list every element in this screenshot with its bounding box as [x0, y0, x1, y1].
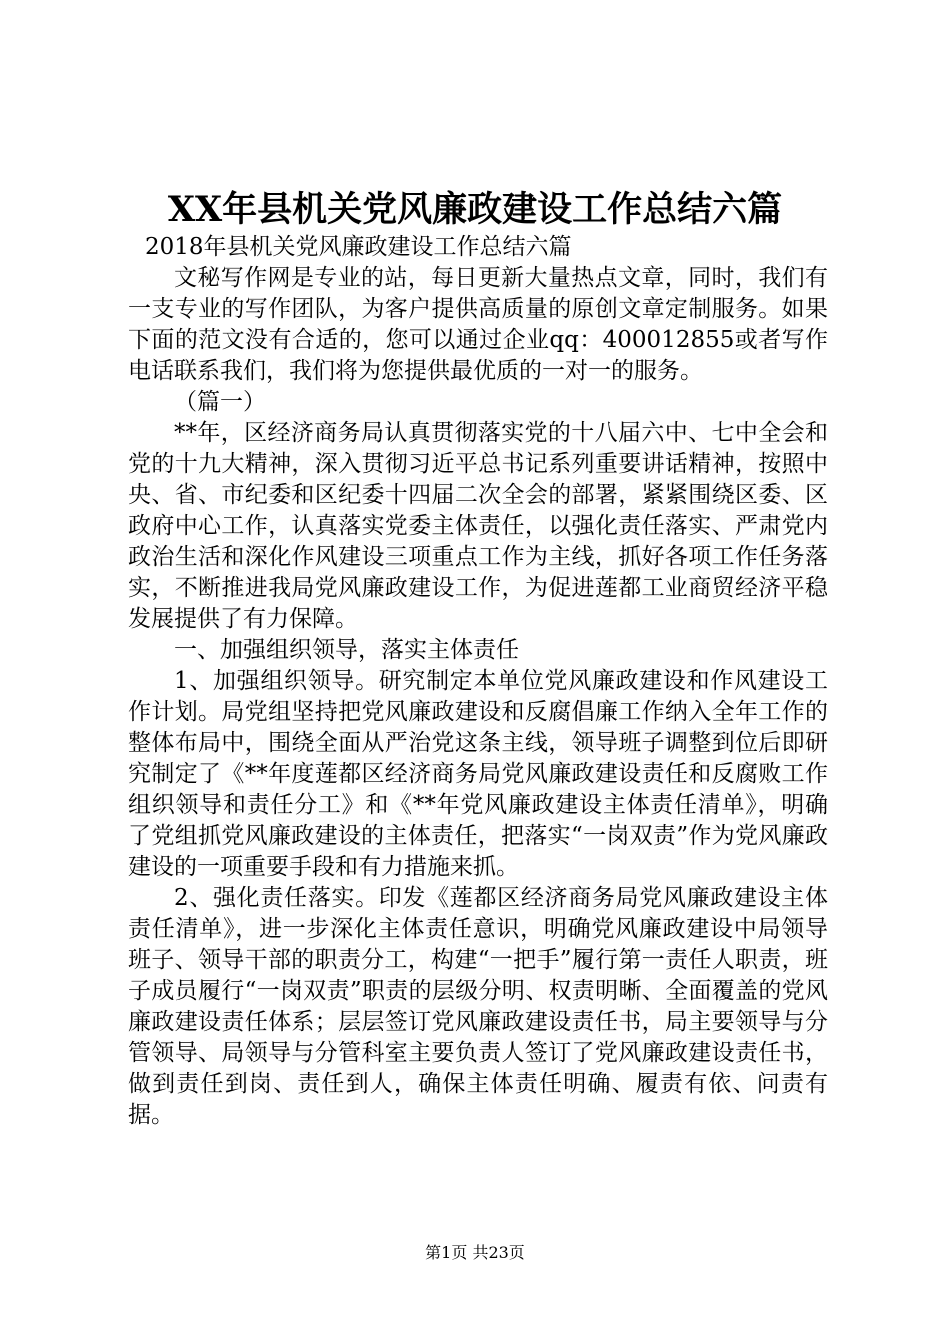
section-label-part-one: （篇一）	[174, 389, 266, 415]
body-paragraph: 1、加强组织领导。研究制定本单位党风廉政建设和作风建设工作计划。局党组坚持把党风廉政建设和反腐倡廉工作纳入全年工作的整体布局中，围绕全面从严治党这条主线，领导班子调整到位后即研究制定了《**年度莲都区经济商务局党风廉政建设责任和反腐败工作组织领导和责任分工》和《**年党风廉政建设主体责任清单》，明确了党组抓党风廉政建设的主体责任，把落实“一岗双责”作为党风廉政建设的一项重要手段和有力措施来抓。	[128, 668, 828, 880]
document-subtitle: 2018年县机关党风廉政建设工作总结六篇	[145, 234, 572, 260]
intro-paragraph: 文秘写作网是专业的站，每日更新大量热点文章，同时，我们有一支专业的写作团队，为客户提供高质量的原创文章定制服务。如果下面的范文没有合适的，您可以通过企业qq：400012855或者写作电话联系我们，我们将为您提供最优质的一对一的服务。	[128, 265, 828, 384]
body-paragraph: 2、强化责任落实。印发《莲都区经济商务局党风廉政建设主体责任清单》，进一步深化主体责任意识，明确党风廉政建设中局领导班子、领导干部的职责分工，构建“一把手”履行第一责任人职责，班子成员履行“一岗双责”职责的层级分明、权责明晰、全面覆盖的党风廉政建设责任体系；层层签订党风廉政建设责任书，局主要领导与分管领导、局领导与分管科室主要负责人签订了党风廉政建设责任书，做到责任到岗、责任到人，确保主体责任明确、履责有依、问责有据。	[128, 885, 828, 1128]
document-body	[128, 232, 828, 1131]
page-number-footer: 第1页 共23页	[425, 1243, 525, 1262]
section-heading: 一、加强组织领导，落实主体责任	[174, 637, 519, 663]
document-title: XX年县机关党风廉政建设工作总结六篇	[167, 189, 783, 230]
body-paragraph: **年，区经济商务局认真贯彻落实党的十八届六中、七中全会和党的十九大精神，深入贯彻习近平总书记系列重要讲话精神，按照中央、省、市纪委和区纪委十四届二次全会的部署，紧紧围绕区委、区政府中心工作，认真落实党委主体责任，以强化责任落实、严肃党内政治生活和深化作风建设三项重点工作为主线，抓好各项工作任务落实，不断推进我局党风廉政建设工作，为促进莲都工业商贸经济平稳发展提供了有力保障。	[128, 420, 828, 632]
